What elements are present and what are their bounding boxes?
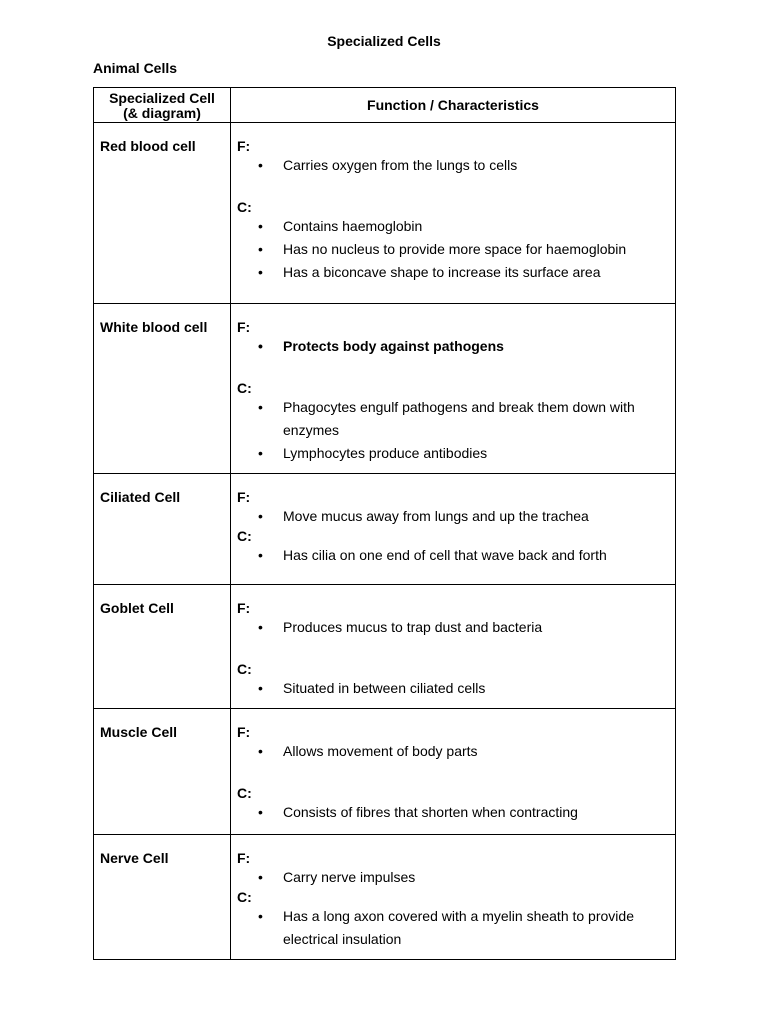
cell-name: Muscle Cell <box>94 709 231 835</box>
list-item: • Carries oxygen from the lungs to cells <box>237 154 667 177</box>
characteristics-list <box>237 905 667 951</box>
cell-name: Goblet Cell <box>94 585 231 709</box>
characteristics-label: C: <box>237 380 252 396</box>
header-specialized-cell-label: Specialized Cell (& diagram) <box>109 89 215 121</box>
list-item: • Allows movement of body parts <box>237 740 667 763</box>
list-item: • Carry nerve impulses <box>237 866 667 889</box>
cell-function-characteristics <box>231 123 676 304</box>
header-specialized-cell <box>94 88 231 123</box>
cell-function-characteristics <box>231 585 676 709</box>
function-label: F: <box>237 489 251 505</box>
cell-name: Red blood cell <box>94 123 231 304</box>
table-row <box>94 585 676 709</box>
characteristics-list <box>237 544 667 567</box>
header-function-characteristics: Function / Characteristics <box>231 88 676 123</box>
table-row <box>94 835 676 960</box>
list-item: • Has a long axon covered with a myelin sheath to provide electrical insulation <box>237 905 667 951</box>
list-item: • Contains haemoglobin <box>237 215 667 238</box>
table-header-row <box>94 88 676 123</box>
characteristics-label: C: <box>237 528 252 544</box>
characteristics-label: C: <box>237 199 252 215</box>
table-row <box>94 304 676 474</box>
function-label: F: <box>237 724 251 740</box>
function-list <box>237 616 667 639</box>
cell-function-characteristics <box>231 474 676 585</box>
cell-function-characteristics <box>231 304 676 474</box>
function-list <box>237 740 667 763</box>
cell-name: Ciliated Cell <box>94 474 231 585</box>
characteristics-label: C: <box>237 889 252 905</box>
cell-function-characteristics <box>231 709 676 835</box>
function-label: F: <box>237 850 251 866</box>
list-item: • Lymphocytes produce antibodies <box>237 442 667 465</box>
cell-function-characteristics <box>231 835 676 960</box>
characteristics-list <box>237 677 667 700</box>
table-row <box>94 709 676 835</box>
list-item: • Produces mucus to trap dust and bacteria <box>237 616 667 639</box>
characteristics-label: C: <box>237 661 252 677</box>
list-item: • Move mucus away from lungs and up the trachea <box>237 505 667 528</box>
document-title: Specialized Cells <box>327 33 441 49</box>
function-list <box>237 866 667 889</box>
specialized-cells-table <box>93 87 676 960</box>
table-row <box>94 123 676 304</box>
list-item: • Phagocytes engulf pathogens and break them down with enzymes <box>237 396 667 442</box>
function-list <box>237 505 667 528</box>
characteristics-list <box>237 215 667 284</box>
cell-name: White blood cell <box>94 304 231 474</box>
characteristics-list <box>237 801 667 824</box>
list-item: • Has a biconcave shape to increase its surface area <box>237 261 667 284</box>
function-label: F: <box>237 319 251 335</box>
function-list <box>237 154 667 177</box>
list-item: • Has cilia on one end of cell that wave back and forth <box>237 544 667 567</box>
characteristics-list <box>237 396 667 465</box>
table-row <box>94 474 676 585</box>
function-label: F: <box>237 138 251 154</box>
list-item: • Situated in between ciliated cells <box>237 677 667 700</box>
cell-name: Nerve Cell <box>94 835 231 960</box>
list-item: • Consists of fibres that shorten when contracting <box>237 801 667 824</box>
list-item: • Protects body against pathogens <box>237 335 667 358</box>
list-item: • Has no nucleus to provide more space for haemoglobin <box>237 238 667 261</box>
function-label: F: <box>237 600 251 616</box>
section-heading: Animal Cells <box>93 60 178 76</box>
function-list <box>237 335 667 358</box>
characteristics-label: C: <box>237 785 252 801</box>
